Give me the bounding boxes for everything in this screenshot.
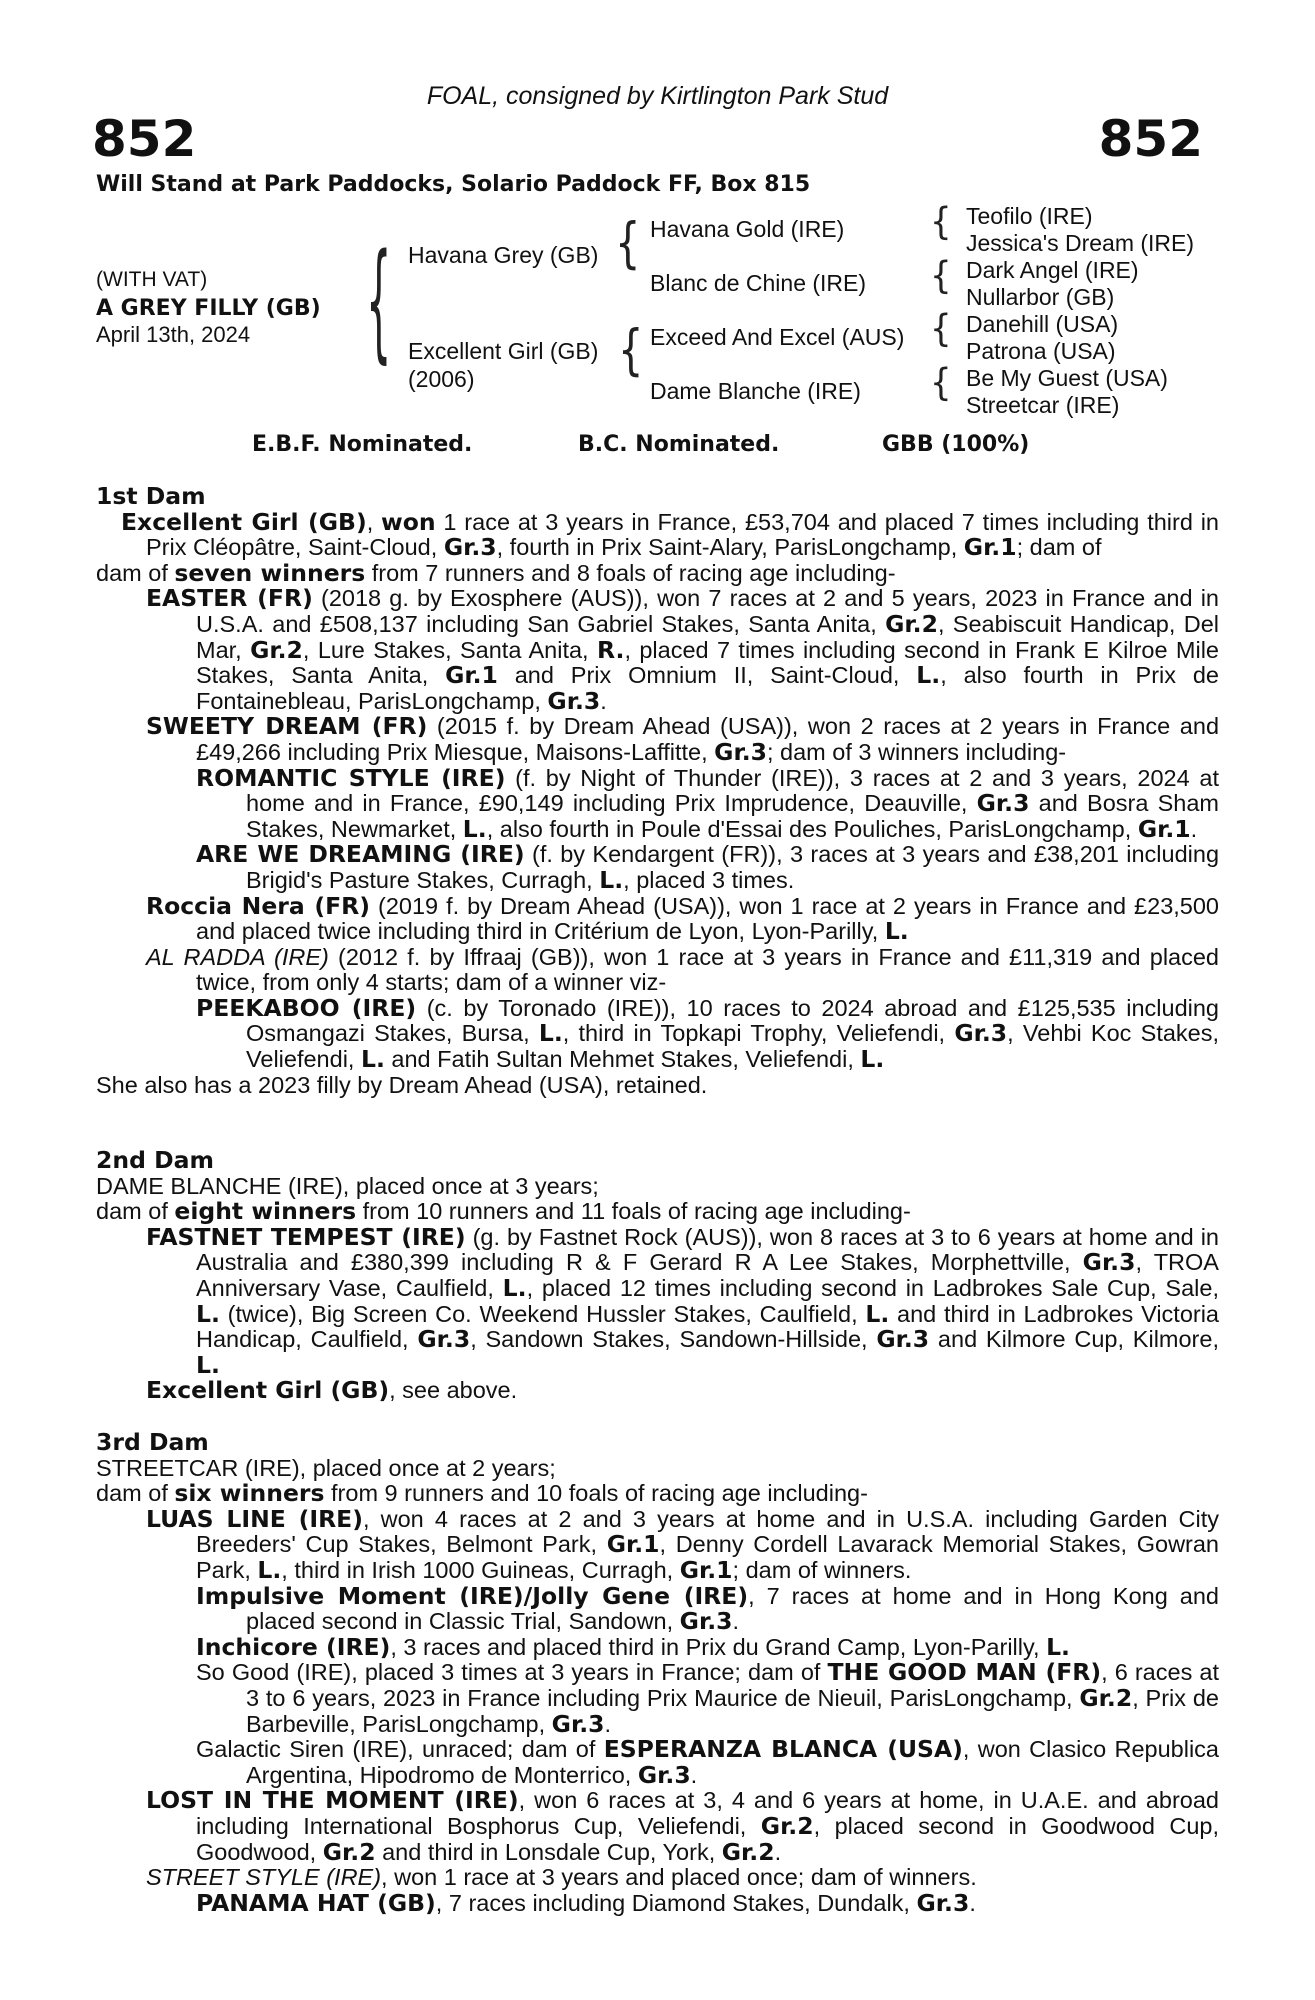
produce-galactic-siren: Galactic Siren (IRE), unraced; dam of ESPERANZA BLANCA (USA), won Clasico Republica Argentina, Hipodromo de Monterrico, Gr.3. [196, 1735, 1219, 1789]
stand-location: Will Stand at Park Paddocks, Solario Paddock FF, Box 815 [96, 172, 811, 197]
second-dam-record: DAME BLANCHE (IRE), placed once at 3 years; [96, 1172, 599, 1199]
produce-romantic-style: ROMANTIC STYLE (IRE) (f. by Night of Thunder (IRE)), 3 races at 2 and 3 years, 2024 at home and in France, £90,149 including Prix Imprudence, Deauville, Gr.3 and Bosra Sham Stakes, Newmarket, L., also fourth in Poule d'Essai des Pouliches, ParisLongchamp, Gr.1. [196, 763, 1220, 843]
first-dam-heading: 1st Dam [96, 482, 206, 510]
lot-number-right: 852 [1098, 110, 1203, 168]
pedigree-dam: Excellent Girl (GB) [408, 338, 599, 364]
produce-peekaboo: PEEKABOO (IRE) (c. by Toronado (IRE)), 10 races to 2024 abroad and £125,535 including Osmangazi Stakes, Bursa, L., third in Topkapi Trophy, Veliefendi, Gr.3, Vehbi Koc Stakes, Veliefendi, L. and Fatih Sultan Mehmet Stakes, Veliefendi, L. [196, 993, 1220, 1074]
produce-are-we-dreaming: ARE WE DREAMING (IRE) (f. by Kendargent (FR)), 3 races at 3 years and £38,201 including Brigid's Pasture Stakes, Curragh, L., placed 3 times. [196, 840, 1220, 894]
pedigree-g8: Streetcar (IRE) [966, 392, 1120, 418]
second-dam-produce-summary: dam of eight winners from 10 runners and 11 foals of racing age including- [96, 1197, 911, 1226]
produce-inchicore: Inchicore (IRE), 3 races and placed third in Prix du Grand Camp, Lyon-Parilly, L. [196, 1632, 1070, 1661]
foaling-date: April 13th, 2024 [96, 322, 251, 347]
pedigree-brace-g1: { [930, 200, 952, 244]
lot-number-left: 852 [92, 110, 197, 168]
pedigree-sire-dam: Blanc de Chine (IRE) [650, 270, 867, 296]
pedigree-g1: Teofilo (IRE) [966, 203, 1093, 229]
produce-impulsive-moment: Impulsive Moment (IRE)/Jolly Gene (IRE), 7 races at home and in Hong Kong and placed second in Classic Trial, Sandown, Gr.3. [196, 1581, 1219, 1636]
pedigree-brace-main: { [366, 230, 392, 378]
produce-easter: EASTER (FR) (2018 g. by Exosphere (AUS)), won 7 races at 2 and 5 years, 2023 in France and in U.S.A. and £508,137 including San Gabriel Stakes, Santa Anita, Gr.2, Seabiscuit Handicap, Del Mar, Gr.2, Lure Stakes, Santa Anita, R., placed 7 times including second in Frank E Kilroe Mile Stakes, Santa Anita, Gr.1 and Prix Omnium II, Saint-Cloud, L., also fourth in Prix de Fontainebleau, ParisLongchamp, Gr.3. [146, 584, 1220, 715]
produce-al-radda: AL RADDA (IRE) (2012 f. by Iffraaj (GB)), won 1 race at 3 years in France and £11,319 and placed twice, from only 4 starts; dam of a winner viz- [146, 943, 1219, 996]
pedigree-g6: Patrona (USA) [966, 338, 1116, 364]
pedigree-dam-sire: Exceed And Excel (AUS) [650, 324, 905, 350]
pedigree-g2: Jessica's Dream (IRE) [966, 230, 1195, 256]
first-dam-record: Excellent Girl (GB), won 1 race at 3 years in France, £53,704 and placed 7 times including third in Prix Cléopâtre, Saint-Cloud, Gr.3, fourth in Prix Saint-Alary, ParisLongchamp, Gr.1; dam of [121, 507, 1220, 562]
produce-so-good: So Good (IRE), placed 3 times at 3 years in France; dam of THE GOOD MAN (FR), 6 races at 3 to 6 years, 2023 in France including Prix Maurice de Nieuil, ParisLongchamp, Gr.2, Prix de Barbeville, ParisLongchamp, Gr.3. [196, 1658, 1219, 1738]
second-dam-heading: 2nd Dam [96, 1146, 214, 1174]
pedigree-g7: Be My Guest (USA) [966, 365, 1168, 391]
dam-name: Excellent Girl (GB) [121, 507, 367, 536]
second-dam-section [96, 1148, 1219, 1404]
third-dam-heading: 3rd Dam [96, 1428, 209, 1456]
produce-lost-in-the-moment: LOST IN THE MOMENT (IRE), won 6 races at 3, 4 and 6 years at home, in U.A.E. and abroad including International Bosphorus Cup, Veliefendi, Gr.2, placed second in Goodwood Cup, Goodwood, Gr.2 and third in Lonsdale Cup, York, Gr.2. [146, 1786, 1219, 1866]
pedigree-brace-sire: { [615, 213, 641, 276]
produce-sweety-dream: SWEETY DREAM (FR) (2015 f. by Dream Ahead (USA)), won 2 races at 2 years in France and £49,266 including Prix Miesque, Maisons-Laffitte, Gr.3; dam of 3 winners including- [146, 712, 1220, 766]
pedigree-dam-year: (2006) [408, 366, 475, 392]
produce-street-style: STREET STYLE (IRE), won 1 race at 3 years and placed once; dam of winners. [146, 1864, 977, 1891]
bc-nomination: B.C. Nominated. [578, 432, 780, 457]
pedigree-g3: Dark Angel (IRE) [966, 257, 1139, 283]
first-dam-section [96, 484, 1219, 1098]
pedigree-g4: Nullarbor (GB) [966, 284, 1115, 310]
pedigree-sire-sire: Havana Gold (IRE) [650, 216, 845, 242]
third-dam-produce-summary: dam of six winners from 9 runners and 10 foals of racing age including- [96, 1479, 868, 1508]
lot-title: A GREY FILLY (GB) [96, 296, 321, 321]
third-dam-section [96, 1430, 1219, 1916]
vat-label: (WITH VAT) [96, 268, 208, 291]
also-has-note: She also has a 2023 filly by Dream Ahead (USA), retained. [96, 1071, 708, 1098]
gbb-bonus: GBB (100%) [882, 432, 1030, 457]
pedigree-sire: Havana Grey (GB) [408, 242, 599, 268]
produce-panama-hat: PANAMA HAT (GB), 7 races including Diamond Stakes, Dundalk, Gr.3. [196, 1888, 976, 1917]
ebf-nomination: E.B.F. Nominated. [252, 432, 473, 457]
pedigree-dam-dam: Dame Blanche (IRE) [650, 378, 861, 404]
pedigree-brace-g3: { [930, 307, 952, 351]
produce-excellent-girl: Excellent Girl (GB), see above. [146, 1376, 518, 1405]
pedigree-brace-g2: { [930, 254, 952, 298]
produce-fastnet-tempest: FASTNET TEMPEST (IRE) (g. by Fastnet Rock (AUS)), won 8 races at 3 to 6 years at home and in Australia and £380,399 including R & F Gerard R A Lee Stakes, Morphettville, Gr.3, TROA Anniversary Vase, Caulfield, L., placed 12 times including second in Ladbrokes Sale Cup, Sale, L. (twice), Big Screen Co. Weekend Hussler Stakes, Caulfield, L. and third in Ladbrokes Victoria Handicap, Caulfield, Gr.3, Sandown Stakes, Sandown-Hillside, Gr.3 and Kilmore Cup, Kilmore, L. [146, 1222, 1220, 1379]
pedigree-brace-g4: { [930, 361, 952, 405]
third-dam-record: STREETCAR (IRE), placed once at 2 years; [96, 1454, 556, 1481]
pedigree-g5: Danehill (USA) [966, 311, 1119, 337]
consignor-line: FOAL, consigned by Kirtlington Park Stud [426, 82, 889, 110]
nominations-row [0, 432, 1315, 462]
produce-roccia-nera: Roccia Nera (FR) (2019 f. by Dream Ahead (USA)), won 1 race at 2 years in France and £23,500 and placed twice including third in Critérium de Lyon, Lyon-Parilly, L. [146, 891, 1219, 946]
first-dam-produce-summary: dam of seven winners from 7 runners and 8 foals of racing age including- [96, 558, 896, 587]
produce-luas-line: LUAS LINE (IRE), won 4 races at 2 and 3 years at home and in U.S.A. including Garden City Breeders' Cup Stakes, Belmont Park, Gr.1, Denny Cordell Lavarack Memorial Stakes, Gowran Park, L., third in Irish 1000 Guineas, Curragh, Gr.1; dam of winners. [146, 1504, 1220, 1584]
pedigree-brace-dam: { [618, 320, 644, 383]
